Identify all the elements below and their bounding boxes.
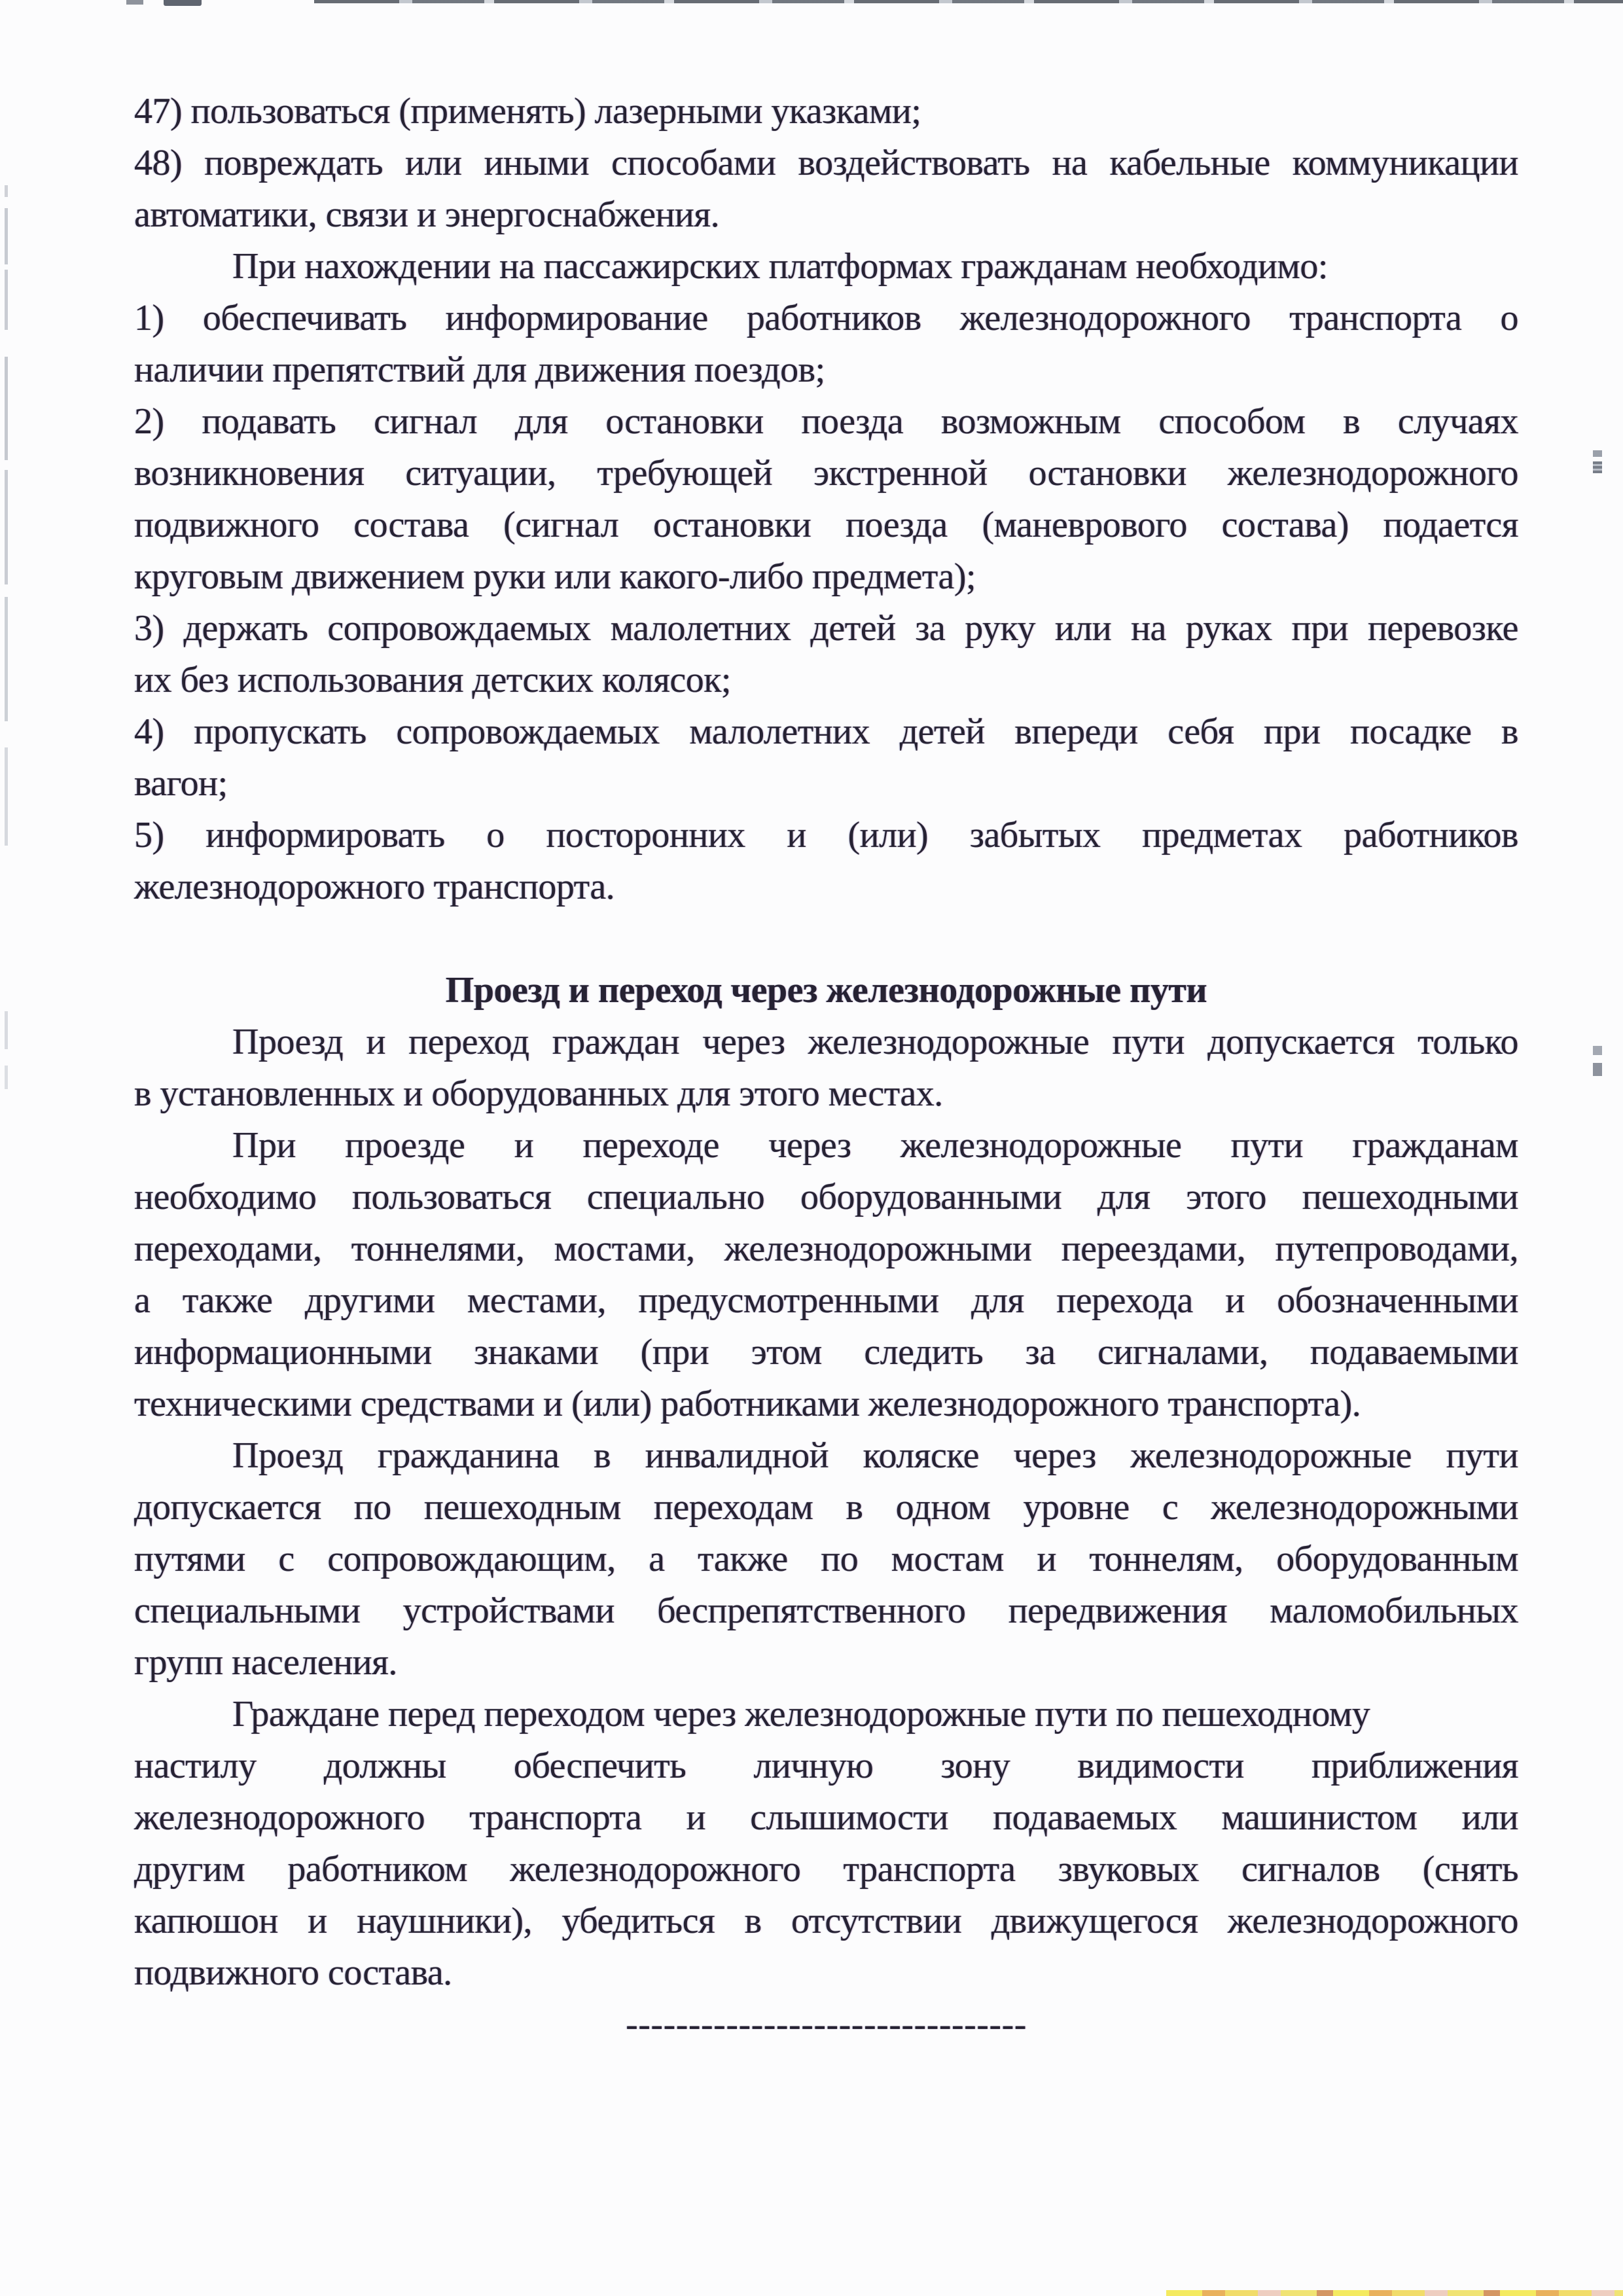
- text-line: 5) информировать о посторонних и (или) забытых предметах работников: [134, 815, 1518, 855]
- document-body: [134, 86, 1518, 2051]
- text-line: 48) повреждать или иными способами воздействовать на кабельные коммуникации: [134, 143, 1518, 183]
- scan-artifact-left-edge: [5, 357, 8, 460]
- text-line: путями с сопровождающим, а также по мостам и тоннелям, оборудованным: [134, 1539, 1518, 1579]
- numbered-item: [134, 810, 1518, 913]
- scan-artifact-left-edge: [5, 1066, 8, 1089]
- scan-artifact-right-edge: [1593, 1063, 1602, 1076]
- text-line: наличии препятствий для движения поездов;: [134, 350, 825, 390]
- text-line: возникновения ситуации, требующей экстренной остановки железнодорожного: [134, 453, 1518, 493]
- scan-artifact-top-edge: [314, 0, 1623, 3]
- text-line: специальными устройствами беспрепятственного передвижения маломобильных: [134, 1590, 1518, 1631]
- scan-artifact-left-edge: [5, 747, 8, 846]
- text-line: настилу должны обеспечить личную зону видимости приближения: [134, 1746, 1518, 1786]
- paragraph: [134, 241, 1518, 293]
- numbered-item: [134, 86, 1518, 137]
- paragraph: [134, 1120, 1518, 1430]
- scan-artifact-left-edge: [5, 597, 8, 721]
- text-line: При проезде и переходе через железнодорожные пути гражданам: [232, 1125, 1518, 1166]
- text-line: круговым движением руки или какого-либо предмета);: [134, 556, 976, 597]
- text-line: 1) обеспечивать информирование работников железнодорожного транспорта о: [134, 298, 1518, 338]
- scan-artifact-right-edge: [1593, 450, 1602, 457]
- scan-artifact-right-edge: [1593, 461, 1602, 473]
- text-line: подвижного состава (сигнал остановки поезда (маневрового состава) подается: [134, 505, 1518, 545]
- text-line: групп населения.: [134, 1642, 397, 1683]
- scan-artifact-left-edge: [5, 185, 8, 197]
- text-line: Проезд и переход граждан через железнодорожные пути допускается только: [232, 1022, 1518, 1062]
- scan-artifact-bottom-color-band: [1166, 2290, 1623, 2296]
- paragraph: [134, 1016, 1518, 1120]
- text-line: информационными знаками (при этом следить за сигналами, подаваемыми: [134, 1332, 1518, 1372]
- text-line: необходимо пользоваться специально оборудованными для этого пешеходными: [134, 1177, 1518, 1217]
- scan-artifact-left-edge: [5, 208, 8, 264]
- text-line: допускается по пешеходным переходам в одном уровне с железнодорожными: [134, 1487, 1518, 1528]
- text-line: железнодорожного транспорта и слышимости подаваемых машинистом или: [134, 1797, 1518, 1838]
- text-line: При нахождении на пассажирских платформах гражданам необходимо:: [232, 246, 1328, 287]
- numbered-item: [134, 396, 1518, 603]
- numbered-item: [134, 293, 1518, 396]
- text-line: их без использования детских колясок;: [134, 660, 731, 700]
- scan-artifact-left-edge: [5, 270, 8, 330]
- scan-artifact-left-edge: [5, 470, 8, 584]
- scan-artifact-top-mark: [126, 0, 143, 5]
- numbered-item: [134, 137, 1518, 241]
- text-line: другим работником железнодорожного транспорта звуковых сигналов (снять: [134, 1849, 1518, 1890]
- text-line: переходами, тоннелями, мостами, железнодорожными переездами, путепроводами,: [134, 1229, 1518, 1269]
- text-line: Проезд гражданина в инвалидной коляске через железнодорожные пути: [232, 1435, 1518, 1476]
- text-line: железнодорожного транспорта.: [134, 867, 615, 907]
- text-line: вагон;: [134, 763, 228, 804]
- text-line: 47) пользоваться (применять) лазерными указками;: [134, 91, 921, 132]
- text-line: а также другими местами, предусмотренными для перехода и обозначенными: [134, 1280, 1518, 1321]
- scan-artifact-right-edge: [1593, 1046, 1602, 1055]
- text-line: автоматики, связи и энергоснабжения.: [134, 194, 720, 235]
- text-line: подвижного состава.: [134, 1952, 452, 1993]
- separator-line: --------------------------------: [626, 2004, 1027, 2045]
- paragraph: [134, 1689, 1518, 1999]
- text-line: в установленных и оборудованных для этого местах.: [134, 1073, 943, 1114]
- text-line: 3) держать сопровождаемых малолетних детей за руку или на руках при перевозке: [134, 608, 1518, 649]
- text-line: Граждане перед переходом через железнодорожные пути по пешеходному: [232, 1694, 1370, 1734]
- scan-artifact-top-mark: [164, 0, 202, 6]
- text-line: техническими средствами и (или) работниками железнодорожного транспорта).: [134, 1384, 1361, 1424]
- text-line: капюшон и наушники), убедиться в отсутствии движущегося железнодорожного: [134, 1901, 1518, 1941]
- numbered-item: [134, 603, 1518, 706]
- numbered-item: [134, 706, 1518, 810]
- scan-artifact-left-edge: [5, 1011, 8, 1049]
- paragraph: [134, 1430, 1518, 1689]
- text-line: 4) пропускать сопровождаемых малолетних детей впереди себя при посадке в: [134, 711, 1518, 752]
- section-heading: Проезд и переход через железнодорожные пути: [445, 970, 1207, 1011]
- text-line: 2) подавать сигнал для остановки поезда возможным способом в случаях: [134, 401, 1518, 442]
